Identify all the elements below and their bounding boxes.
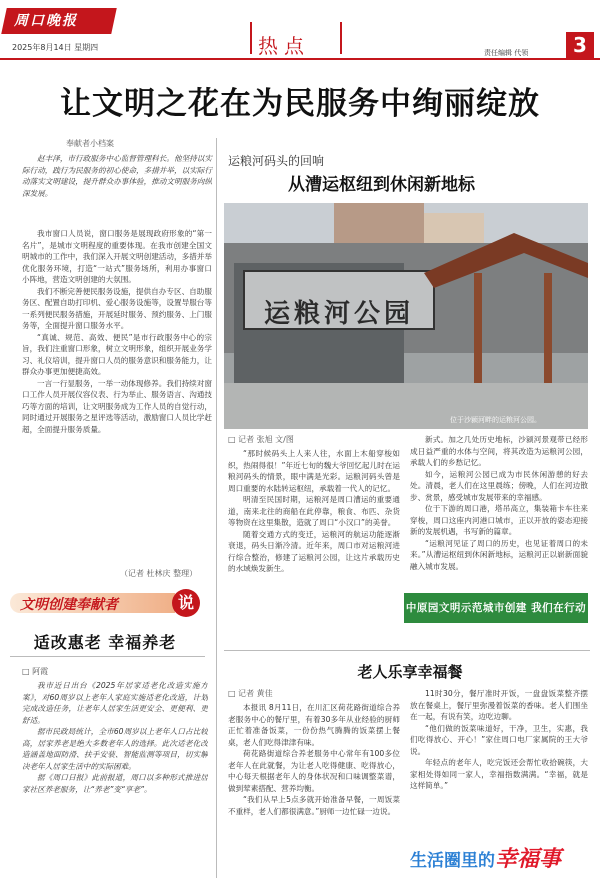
- left-article-body: [22, 228, 212, 564]
- paragraph: “我们从早上5点多就开始准备早餐，一周饭菜不重样，老人们都很满意。”厨师一边忙碌一边说。: [228, 795, 400, 816]
- masthead: [0, 0, 600, 64]
- article-photo: [224, 203, 588, 429]
- bottom-article-byline: □ 记者 黄佳: [228, 689, 273, 698]
- civic-campaign-banner: 中原园文明示范城市创建 我们在行动: [404, 593, 588, 623]
- column-divider: [216, 138, 217, 878]
- paragraph: “运粮河见证了周口的历史，也见证着周口的未来。”从漕运枢纽到休闲新地标，运粮河正以崭新面貌融入城市发展。: [410, 538, 588, 571]
- left-article-intro: 赵丰泽，市行政服务中心监督管理科长。他坚持以实际行动，践行为民服务的初心使命，多措并举，以实际行动落实文明建设，提升群众办事体验，推动文明服务向纵深发展。: [22, 154, 212, 198]
- paragraph: 我们不断完善便民服务设施，提供自办专区、自助服务区、配置自助打印机、爱心服务设施等，设置导服台等一系列便民服务措施，开展延时服务、预约服务、上门服务等，全面提升窗口服务水平。: [22, 286, 212, 330]
- paragraph: 明清至民国时期，运粮河是周口漕运的重要通道，南来北往的商船在此停靠，粮食、布匹、杂货等物资在这里集散，造就了周口“小汉口”的美誉。: [228, 495, 400, 527]
- paragraph: 我市窗口人员说，窗口服务是展现政府形象的“第一名片”，是城市文明程度的重要体现。在我市创建全国文明城市的工作中，我们深入开展文明创建活动，多措并举优化服务环境，打造“一站式”服务场所，利用办事窗口小阵地，营造文明创建的大氛围。: [22, 229, 212, 284]
- main-headline: 让文明之花在为民服务中绚丽绽放: [60, 86, 540, 122]
- bottom-article-body-col2: [410, 688, 588, 836]
- left-bottom-byline: □ 阿霞: [22, 667, 49, 676]
- column-banner: [10, 587, 195, 617]
- column-logo-happiness: [410, 842, 561, 873]
- section-divider-right: [340, 22, 342, 54]
- right-article-body-col2: [410, 434, 588, 588]
- photo-caption: 位于沙颍河畔的运粮河公园。: [450, 416, 541, 424]
- paragraph: “他们做的饭菜味道好，干净，卫生，实惠，我们吃得放心、开心！”家住周口电厂家属院的王大爷说。: [410, 723, 588, 756]
- banner-title: 文明创建奉献者: [20, 597, 118, 613]
- column-logo-part1: 生活圈里的: [410, 851, 495, 871]
- paragraph: 据市民政局统计，全市60周岁以上老年人口占比较高，居家养老是绝大多数老年人的选择。此次适老化改造涵盖地面防滑、扶手安装、智能监测等项目，切实解决老年人居家生活中的实际困难。: [22, 727, 208, 771]
- paragraph: 如今，运粮河公园已成为市民休闲游憩的好去处。清晨，老人们在这里晨练；傍晚，人们在河边散步、赏景，感受城市发展带来的幸福感。: [410, 469, 588, 502]
- paragraph: 11时30分，餐厅准时开饭，一盘盘饭菜整齐摆放在餐桌上，餐厅里弥漫着饭菜的香味。老人们围坐在一起，有说有笑，边吃边聊。: [410, 689, 588, 721]
- paragraph: 据《周口日报》此前报道，周口以多种形式推进居家社区养老服务，让“养老”变“享老”。: [22, 773, 208, 794]
- right-article-body-col1: [228, 448, 400, 590]
- editor-credit: 责任编辑 代领: [484, 49, 529, 57]
- paragraph: “那时候码头上人来人往，水面上木船穿梭如织，热闹得很！”年近七旬的魏大爷回忆起儿时在运粮河码头的情景，眼中满是光彩。运粮河码头曾是周口重要的水陆转运枢纽，承载着一代人的记忆。: [228, 449, 400, 493]
- left-article-byline: 奉献者小档案: [66, 139, 114, 148]
- divider: [10, 656, 205, 657]
- divider: [224, 650, 590, 651]
- paragraph: 年轻点的老年人，吃完饭还会帮忙收拾碗筷，大家相处得如同一家人，幸福指数满满。“幸福，就是这样简单。”: [410, 758, 588, 790]
- banner-badge: 说: [172, 589, 200, 617]
- paragraph: 我市近日出台《2025年居家适老化改造实施方案》，对60周岁以上老年人家庭实施适老化改造，计划完成改造任务，让老年人居家生活更安全、更便利、更舒适。: [22, 681, 208, 725]
- paragraph: 随着交通方式的变迁，运粮河的航运功能逐渐衰退，码头日渐冷清。近年来，周口市对运粮河进行综合整治，修建了运粮河公园，让这片承载历史的水域焕发新生。: [228, 529, 400, 573]
- section-title: 热点: [258, 34, 310, 58]
- left-subheadline: 适改惠老 幸福养老: [33, 633, 177, 652]
- right-article-byline: □ 记者 张旭 文/图: [228, 435, 294, 444]
- bottom-article-body-col1: [228, 702, 400, 882]
- page-number: 3: [566, 32, 594, 58]
- bottom-article-headline: 老人乐享幸福餐: [357, 663, 463, 681]
- column-logo-part2: 幸福事: [495, 846, 562, 872]
- paragraph: 本报讯 8月11日，在川汇区荷花路街道综合养老服务中心的餐厅里，有着30多年从业经验的厨师正忙着准备饭菜，一份份热气腾腾的饭菜摆上餐桌，老人们吃得津津有味。: [228, 703, 400, 747]
- photo-sign-text: 运粮河公园: [264, 299, 415, 329]
- right-article-subhead: 从漕运枢纽到休闲新地标: [288, 175, 475, 195]
- section-divider-left: [250, 22, 252, 54]
- left-article-author: （记者 杜林庆 整理）: [120, 569, 198, 578]
- issue-date: 2025年8月14日 星期四: [12, 43, 99, 52]
- paragraph: “真诚、规范、高效、便民”是市行政服务中心的宗旨，我们注重窗口形象，树立文明形象，组织开展业务学习、礼仪培训，提升窗口人员的服务意识和服务能力，让群众办事更加便捷高效。: [22, 332, 212, 376]
- paragraph: 一言一行显服务，一举一动体现修养。我们持续对窗口工作人员开展仪容仪表、行为举止、服务语言、沟通技巧等方面的培训，让文明服务成为工作人员的自觉行动，同时通过开展服务之星评选等活动，激励窗口人员比学赶超，全面提升服务质量。: [22, 378, 212, 434]
- newspaper-logo: 周口晚报: [14, 13, 78, 29]
- masthead-rule: [0, 58, 600, 60]
- paragraph: 位于下游的周口港，塔吊高立，集装箱卡车往来穿梭，周口这座内河港口城市，正以开放的姿态迎接新的发展机遇，书写新的篇章。: [410, 504, 588, 536]
- paragraph: 新式。加之几处历史地标，沙颍河景观带已经形成日益严重的水体与空间，将其改造为运粮河公园，承载人们的乡愁记忆。: [410, 435, 588, 467]
- paragraph: 荷花路街道综合养老服务中心常年有100多位老年人在此就餐，为让老人吃得健康、吃得放心，中心每天根据老年人的身体状况和口味调整菜谱，做到荤素搭配、营养均衡。: [228, 749, 400, 793]
- left-bottom-body: [22, 680, 208, 885]
- right-article-kicker: 运粮河码头的回响: [228, 154, 325, 168]
